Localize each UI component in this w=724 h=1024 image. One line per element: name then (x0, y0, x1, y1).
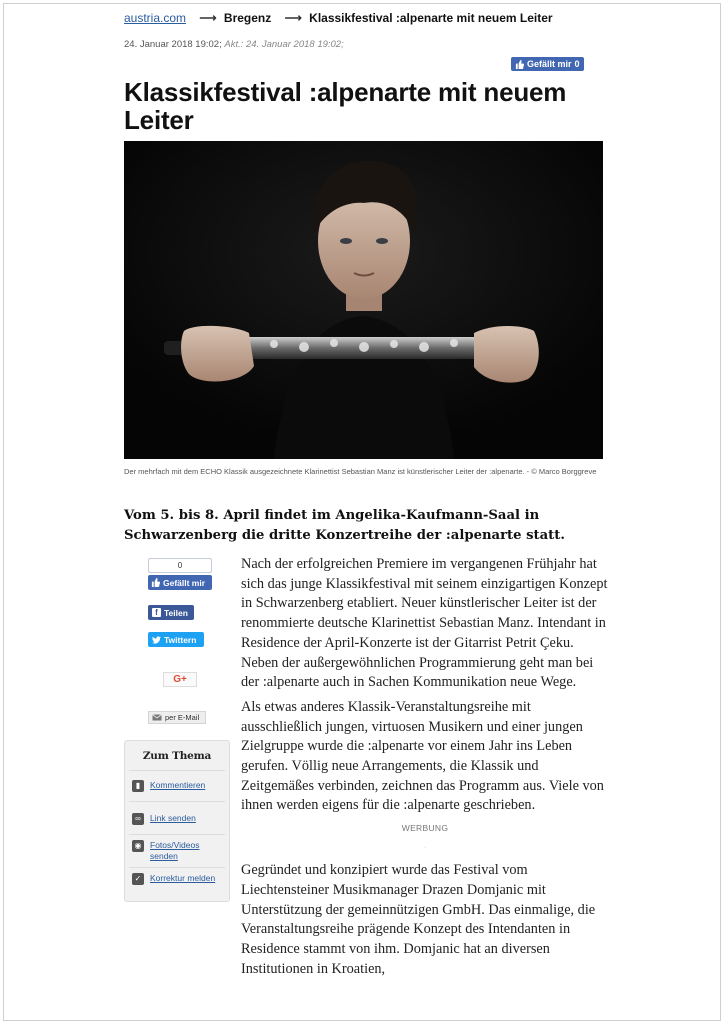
check-icon: ✓ (132, 873, 144, 885)
twitter-share-button[interactable] (148, 632, 204, 647)
email-share-button[interactable] (148, 711, 206, 724)
facebook-like-label: Gefällt mir (163, 577, 206, 588)
ad-placeholder: · (424, 845, 426, 852)
breadcrumb-current: Klassikfestival :alpenarte mit neuem Leiter (309, 11, 553, 25)
article-paragraph: Gegründet und konzipiert wurde das Festival vom Liechtensteiner Musikmanager Drazen Domjanic mit Unterstützung der gemeinnützigen GmbH. Das einmalige, die Veranstaltungsreihe prägende Konzept des Intendanten in Residence stammt von ihm. Domjanic hat an diversen Institutionen in Kroatien, (241, 862, 596, 977)
twitter-bird-icon (152, 636, 161, 644)
send-media-label: Fotos/Videos senden (150, 840, 200, 861)
send-media-link[interactable] (132, 840, 222, 862)
article-paragraph: Nach der erfolgreichen Premiere im vergangenen Frühjahr hat sich das junge Klassikfestival mit seinem einzigartigen Konzept in Schwarzenberg etabliert. Neuer künstlerischer Leiter ist der renommierte deutsche Klarinettist Sebastian Manz. Intendant in Residence der April-Konzerte ist der Gitarrist Petrit Çeku. Neben der außergewöhnlichen Programmierung geht man bei der :alpenarte auch in Sachen Kommunikation neue Wege. (241, 556, 608, 691)
report-correction-label: Korrektur melden (150, 873, 216, 883)
article-meta (124, 39, 344, 50)
divider (129, 770, 225, 771)
divider (129, 834, 225, 835)
facebook-like-count: 0 (574, 59, 580, 69)
facebook-like-label: Gefällt mir (527, 59, 572, 69)
facebook-like-button[interactable] (148, 575, 212, 590)
related-actions-title: Zum Thema (142, 750, 212, 762)
facebook-like-button[interactable] (511, 57, 584, 71)
article-headline: Klassikfestival :alpenarte mit neuem Leiter (124, 77, 567, 135)
facebook-share-label: Teilen (164, 607, 188, 618)
article-hero-image (124, 141, 603, 459)
breadcrumb-arrow-icon: ⟶ (199, 11, 217, 25)
comment-link-label: Kommentieren (150, 780, 206, 790)
facebook-share-button[interactable] (148, 605, 194, 620)
send-link-label: Link senden (150, 813, 196, 823)
divider (129, 867, 225, 868)
camera-icon: ◉ (132, 840, 144, 852)
facebook-icon: f (152, 608, 161, 617)
breadcrumb-section-link[interactable]: Bregenz (223, 11, 272, 25)
updated-label: Akt.: (224, 39, 244, 50)
facebook-like-count: 0 (148, 558, 212, 573)
google-plus-button[interactable]: G+ (163, 672, 197, 687)
image-caption: Der mehrfach mit dem ECHO Klassik ausgezeichnete Klarinettist Sebastian Manz ist künstlerischer Leiter der :alpenarte. - © Marco Borggreve (124, 467, 597, 476)
article-paragraph: Als etwas anderes Klassik-Veranstaltungsreihe mit ausschließlich jungen, virtuosen Musikern und einer jungen Zielgruppe wurde die :alpenarte vor einem Jahr ins Leben gerufen. Völlig neue Arrangements, die Klassik und Zeitgemäßes verbinden, zeichnen das Programm aus. Viele von ihnen werden eigens für die :alpenarte geschrieben. (241, 698, 604, 814)
publish-date: 24. Januar 2018 19:02; (124, 39, 222, 50)
breadcrumb-home-link[interactable]: austria.com (124, 11, 187, 25)
breadcrumb (124, 11, 553, 25)
divider (129, 801, 225, 802)
facebook-like-widget (148, 558, 212, 590)
comment-icon: ▮ (132, 780, 144, 792)
ad-label: WERBUNG (401, 823, 449, 834)
envelope-icon (152, 714, 162, 721)
article-lead: Vom 5. bis 8. April findet im Angelika-Kaufmann-Saal in Schwarzenberg die dritte Konzertreihe der :alpenarte statt. (124, 508, 565, 543)
link-icon: ∞ (132, 813, 144, 825)
updated-date: 24. Januar 2018 19:02; (246, 39, 344, 50)
article-body (241, 555, 609, 984)
related-actions-box (124, 740, 230, 902)
comment-link[interactable] (132, 780, 222, 792)
thumbs-up-icon (515, 60, 524, 69)
send-link-link[interactable] (132, 813, 222, 825)
twitter-share-label: Twittern (164, 634, 197, 645)
thumbs-up-icon (151, 578, 160, 587)
breadcrumb-arrow-icon: ⟶ (284, 11, 302, 25)
email-share-label: per E-Mail (165, 713, 200, 722)
report-correction-link[interactable] (132, 873, 222, 885)
